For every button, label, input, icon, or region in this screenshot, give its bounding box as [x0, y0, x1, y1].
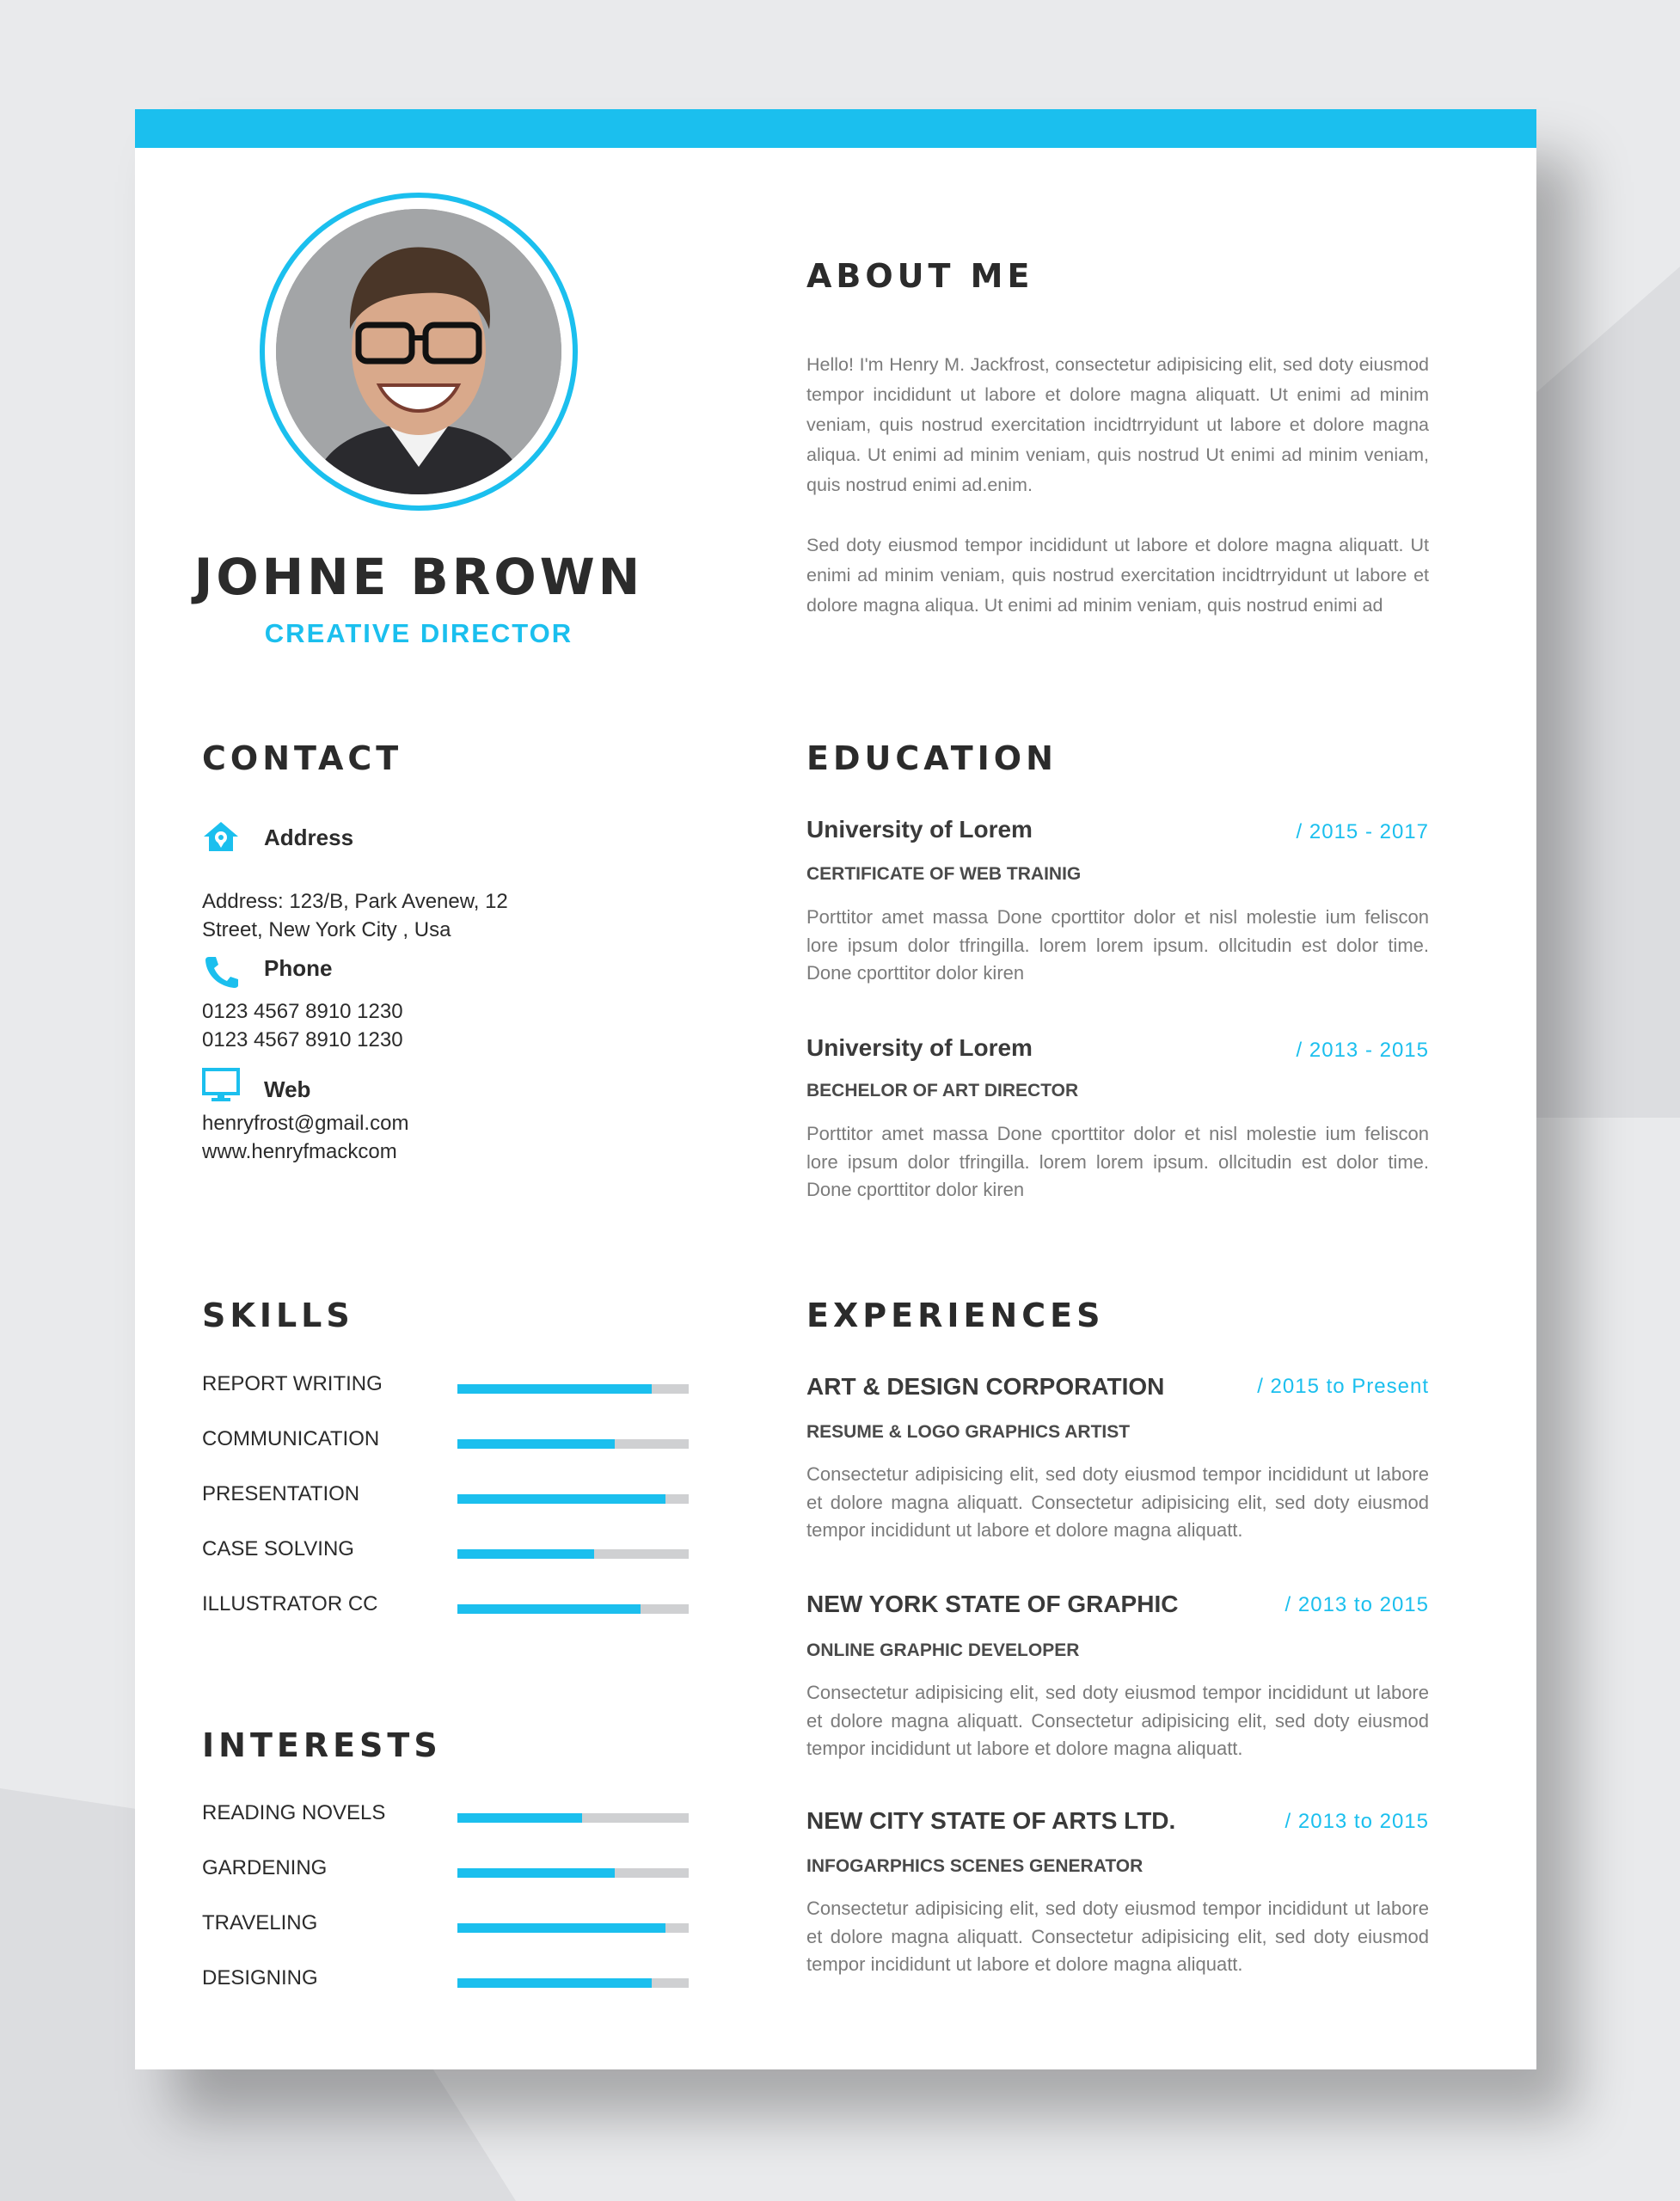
skill-bar-track: [457, 1439, 689, 1449]
skill-bar-fill: [457, 1604, 641, 1614]
profile-photo: [276, 209, 561, 494]
interest-bar-track: [457, 1923, 689, 1933]
skill-bar-fill: [457, 1549, 594, 1559]
interest-bar-fill: [457, 1868, 615, 1878]
skill-label: ILLUSTRATOR CC: [202, 1592, 378, 1615]
interest-row: [202, 1801, 689, 1830]
education-1-date: / 2015 - 2017: [1296, 820, 1429, 843]
skill-row: [202, 1482, 689, 1511]
skill-row: [202, 1427, 689, 1456]
skills-heading: SKILLS: [202, 1297, 354, 1334]
contact-email[interactable]: henryfrost@gmail.com: [202, 1112, 409, 1135]
education-1-description: Porttitor amet massa Done cporttitor dolor et nisl molestie ium feliscon lore ipsum dolor tfringilla. lorem lorem ipsum. ollcitudin est dolor time. Done cporttitor dolor kiren: [806, 906, 1429, 984]
experience-3-position: INFOGARPHICS SCENES GENERATOR: [806, 1856, 1144, 1876]
interest-label: READING NOVELS: [202, 1801, 386, 1824]
skill-bar-fill: [457, 1384, 652, 1394]
education-2-degree: BECHELOR OF ART DIRECTOR: [806, 1081, 1079, 1100]
about-heading: ABOUT ME: [806, 257, 1034, 295]
interest-row: [202, 1966, 689, 1996]
interest-bar-fill: [457, 1923, 665, 1933]
portrait-illustration: [276, 209, 561, 494]
about-paragraph-1: Hello! I'm Henry M. Jackfrost, consectetur adipisicing elit, sed doty eiusmod tempor incididunt ut labore et dolore magna aliquatt. Ut enimi ad minim veniam, quis nostrud exercitation incidtrryidunt ut labore et dolore magna aliqua. Ut enimi ad minim veniam, quis nostrud Ut enimi ad minim veniam, quis nostrud enimi ad.enim.: [806, 354, 1429, 495]
monitor-icon: [202, 1068, 240, 1102]
experience-1-date: / 2015 to Present: [1257, 1375, 1429, 1398]
experience-3-description: Consectetur adipisicing elit, sed doty eiusmod tempor incididunt ut labore et dolore magna aliquatt. Consectetur adipisicing elit, sed doty eiusmod tempor incididunt ut labore et dolore magna aliquatt.: [806, 1898, 1429, 1975]
experience-2-description: Consectetur adipisicing elit, sed doty eiusmod tempor incididunt ut labore et dolore magna aliquatt. Consectetur adipisicing elit, sed doty eiusmod tempor incididunt ut labore et dolore magna aliquatt.: [806, 1682, 1429, 1759]
experience-1-position: RESUME & LOGO GRAPHICS ARTIST: [806, 1422, 1131, 1442]
experience-2-company: NEW YORK STATE OF GRAPHIC: [806, 1591, 1179, 1617]
contact-website[interactable]: www.henryfmackcom: [202, 1140, 397, 1163]
experience-2-position: ONLINE GRAPHIC DEVELOPER: [806, 1640, 1080, 1660]
phone-icon: [202, 953, 240, 988]
contact-heading: CONTACT: [202, 739, 403, 777]
experience-3-company: NEW CITY STATE OF ARTS LTD.: [806, 1807, 1176, 1834]
skill-row: [202, 1372, 689, 1401]
skill-label: CASE SOLVING: [202, 1537, 354, 1560]
skill-row: [202, 1537, 689, 1566]
experience-3-date: / 2013 to 2015: [1285, 1810, 1429, 1833]
interest-bar-track: [457, 1868, 689, 1878]
home-location-icon: [202, 819, 240, 854]
profile-name: JOHNE BROWN: [193, 548, 644, 606]
skill-label: PRESENTATION: [202, 1482, 360, 1505]
accent-top-bar: [135, 109, 1536, 148]
experiences-heading: EXPERIENCES: [806, 1297, 1105, 1334]
education-2-school: University of Lorem: [806, 1034, 1033, 1061]
profile-photo-ring: [260, 193, 578, 511]
contact-phone-line-1: 0123 4567 8910 1230: [202, 1000, 403, 1023]
education-2-date: / 2013 - 2015: [1296, 1039, 1429, 1062]
education-1-degree: CERTIFICATE OF WEB TRAINIG: [806, 864, 1082, 884]
interest-bar-fill: [457, 1978, 652, 1988]
skill-bar-fill: [457, 1494, 665, 1504]
interest-label: TRAVELING: [202, 1911, 318, 1934]
contact-web-label: Web: [264, 1076, 311, 1102]
interest-row: [202, 1911, 689, 1940]
skill-label: COMMUNICATION: [202, 1427, 380, 1450]
skill-bar-track: [457, 1549, 689, 1559]
skill-bar-track: [457, 1604, 689, 1614]
interest-bar-fill: [457, 1813, 582, 1823]
about-paragraph-2: Sed doty eiusmod tempor incididunt ut labore et dolore magna aliquatt. Ut enimi ad minim veniam, quis nostrud exercitation incidtrryidunt ut labore et dolore magna aliqua. Ut enimi ad minim veniam, quis nostrud enimi ad: [806, 535, 1429, 616]
interest-label: GARDENING: [202, 1856, 328, 1879]
interest-bar-track: [457, 1813, 689, 1823]
resume-page: [135, 109, 1536, 2069]
contact-phone-line-2: 0123 4567 8910 1230: [202, 1028, 403, 1051]
experience-1-company: ART & DESIGN CORPORATION: [806, 1373, 1165, 1400]
skill-label: REPORT WRITING: [202, 1372, 383, 1395]
experience-2-date: / 2013 to 2015: [1285, 1593, 1429, 1616]
contact-phone-label: Phone: [264, 955, 333, 981]
skill-bar-track: [457, 1384, 689, 1394]
experience-1-description: Consectetur adipisicing elit, sed doty eiusmod tempor incididunt ut labore et dolore magna aliquatt. Consectetur adipisicing elit, sed doty eiusmod tempor incididunt ut labore et dolore magna aliquatt.: [806, 1463, 1429, 1541]
profile-role: CREATIVE DIRECTOR: [264, 618, 573, 648]
education-2-description: Porttitor amet massa Done cporttitor dolor et nisl molestie ium feliscon lore ipsum dolor tfringilla. lorem lorem ipsum. ollcitudin est dolor time. Done cporttitor dolor kiren: [806, 1123, 1429, 1200]
contact-address-line-1: Address: 123/B, Park Avenew, 12: [202, 890, 508, 913]
interest-bar-track: [457, 1978, 689, 1988]
education-heading: EDUCATION: [806, 739, 1058, 777]
contact-address-label: Address: [264, 825, 354, 850]
education-1-school: University of Lorem: [806, 816, 1033, 843]
contact-address-line-2: Street, New York City , Usa: [202, 918, 451, 941]
skill-row: [202, 1592, 689, 1622]
interest-row: [202, 1856, 689, 1885]
skill-bar-fill: [457, 1439, 615, 1449]
interests-heading: INTERESTS: [202, 1726, 442, 1764]
skill-bar-track: [457, 1494, 689, 1504]
interest-label: DESIGNING: [202, 1966, 318, 1989]
